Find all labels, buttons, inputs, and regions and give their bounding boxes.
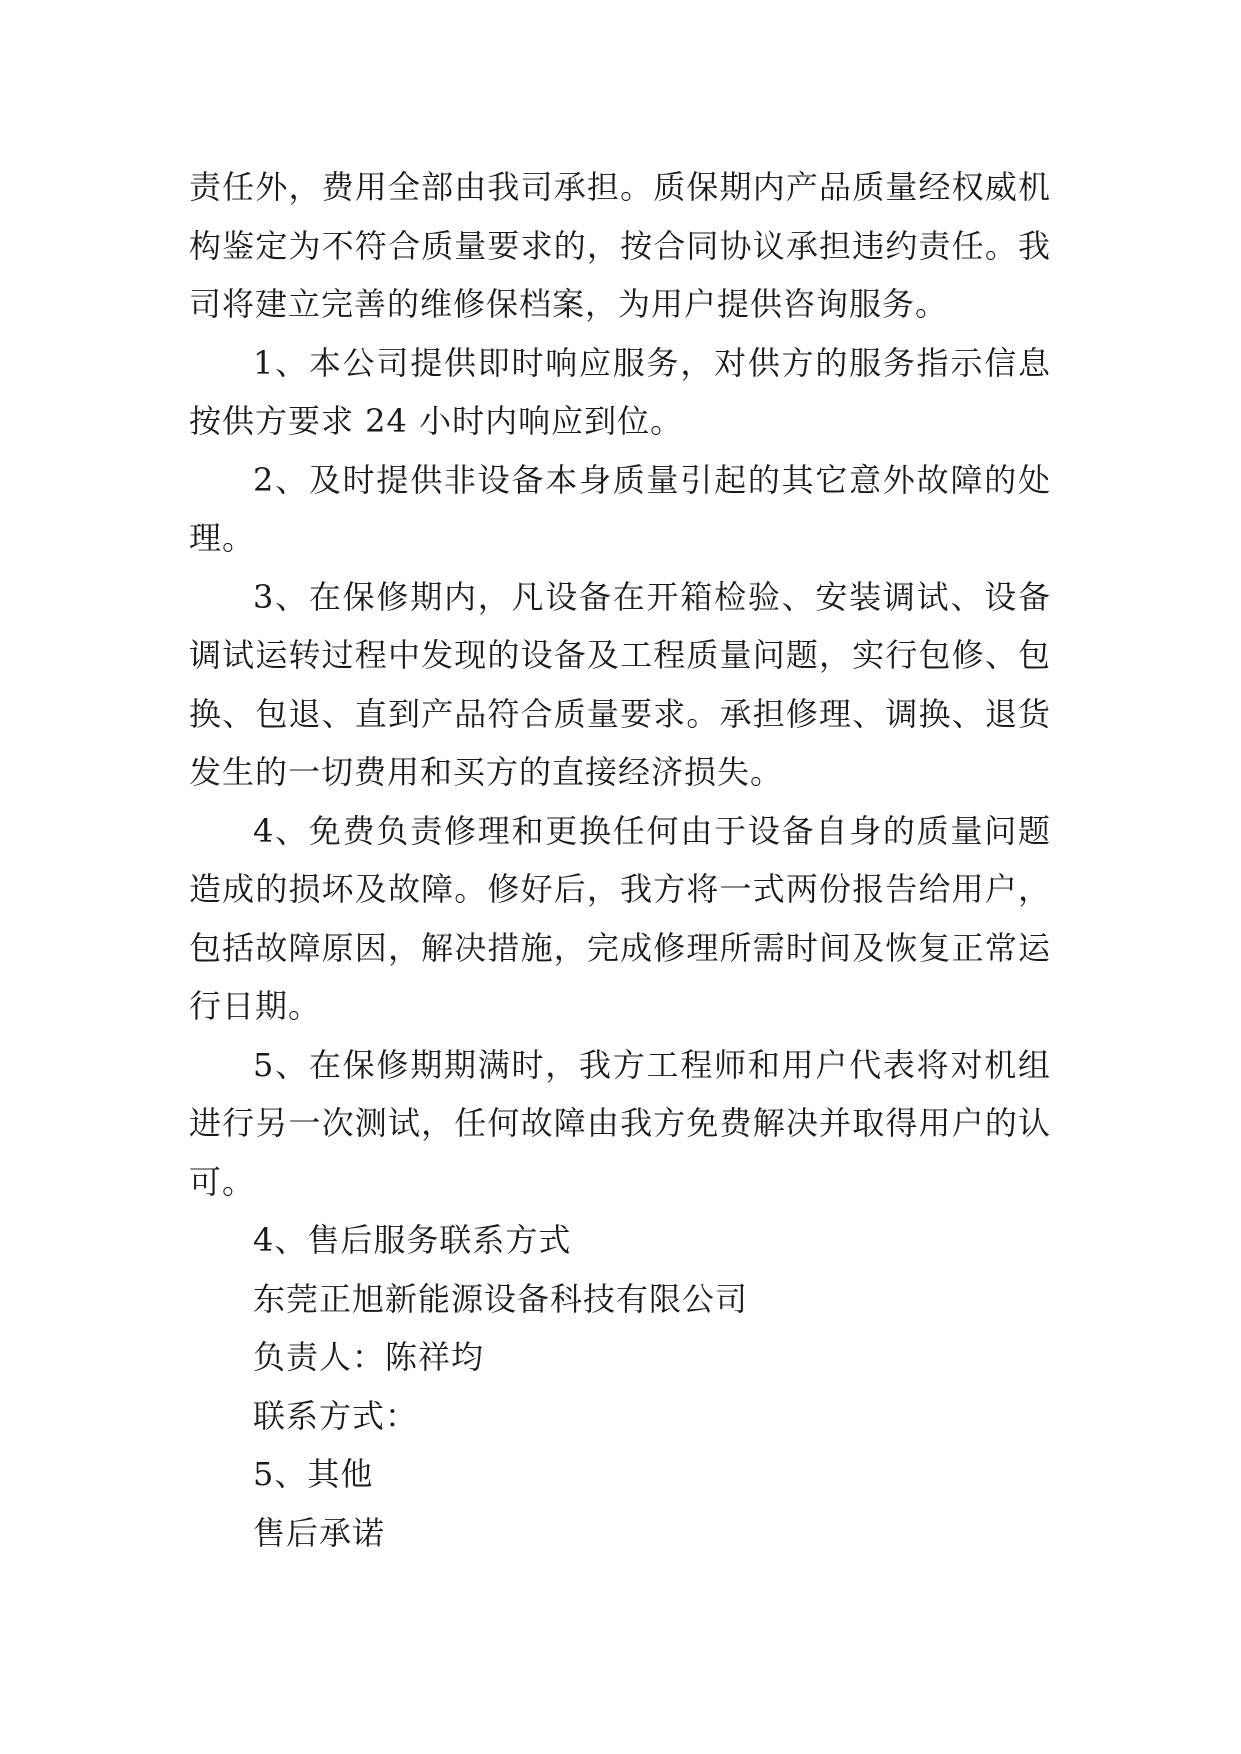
contact-info: 联系方式：: [253, 1396, 419, 1435]
paragraph-responsibility: 责任外，费用全部由我司承担。质保期内产品质量经权威机构鉴定为不符合质量要求的，按合同协议承担违约责任。我司将建立完善的维修保档案，为用户提供咨询服务。: [189, 168, 1051, 323]
after-sales-promise: 售后承诺: [253, 1513, 386, 1552]
company-name: 东莞正旭新能源设备科技有限公司: [253, 1279, 749, 1318]
section-heading-other: 5、其他: [253, 1455, 374, 1493]
paragraph-item-4: 4、免费负责修理和更换任何由于设备自身的质量问题造成的损坏及故障。修好后，我方将一式两份报告给用户，包括故障原因，解决措施，完成修理所需时间及恢复正常运行日期。: [189, 811, 1051, 1025]
paragraph-item-1: 1、本公司提供即时响应服务，对供方的服务指示信息按供方要求 24 小时内响应到位。: [189, 343, 1051, 440]
paragraph-item-3: 3、在保修期内，凡设备在开箱检验、安装调试、设备调试运转过程中发现的设备及工程质量问题，实行包修、包换、包退、直到产品符合质量要求。承担修理、调换、退货发生的一切费用和买方的直接经济损失。: [189, 577, 1051, 791]
person-in-charge: 负责人：陈祥均: [253, 1338, 485, 1376]
paragraph-item-2: 2、及时提供非设备本身质量引起的其它意外故障的处理。: [189, 460, 1051, 557]
section-heading-contact: 4、售后服务联系方式: [253, 1221, 572, 1259]
paragraph-item-5: 5、在保修期期满时，我方工程师和用户代表将对机组进行另一次测试，任何故障由我方免费解决并取得用户的认可。: [189, 1045, 1051, 1201]
document-body: [189, 158, 1051, 1562]
